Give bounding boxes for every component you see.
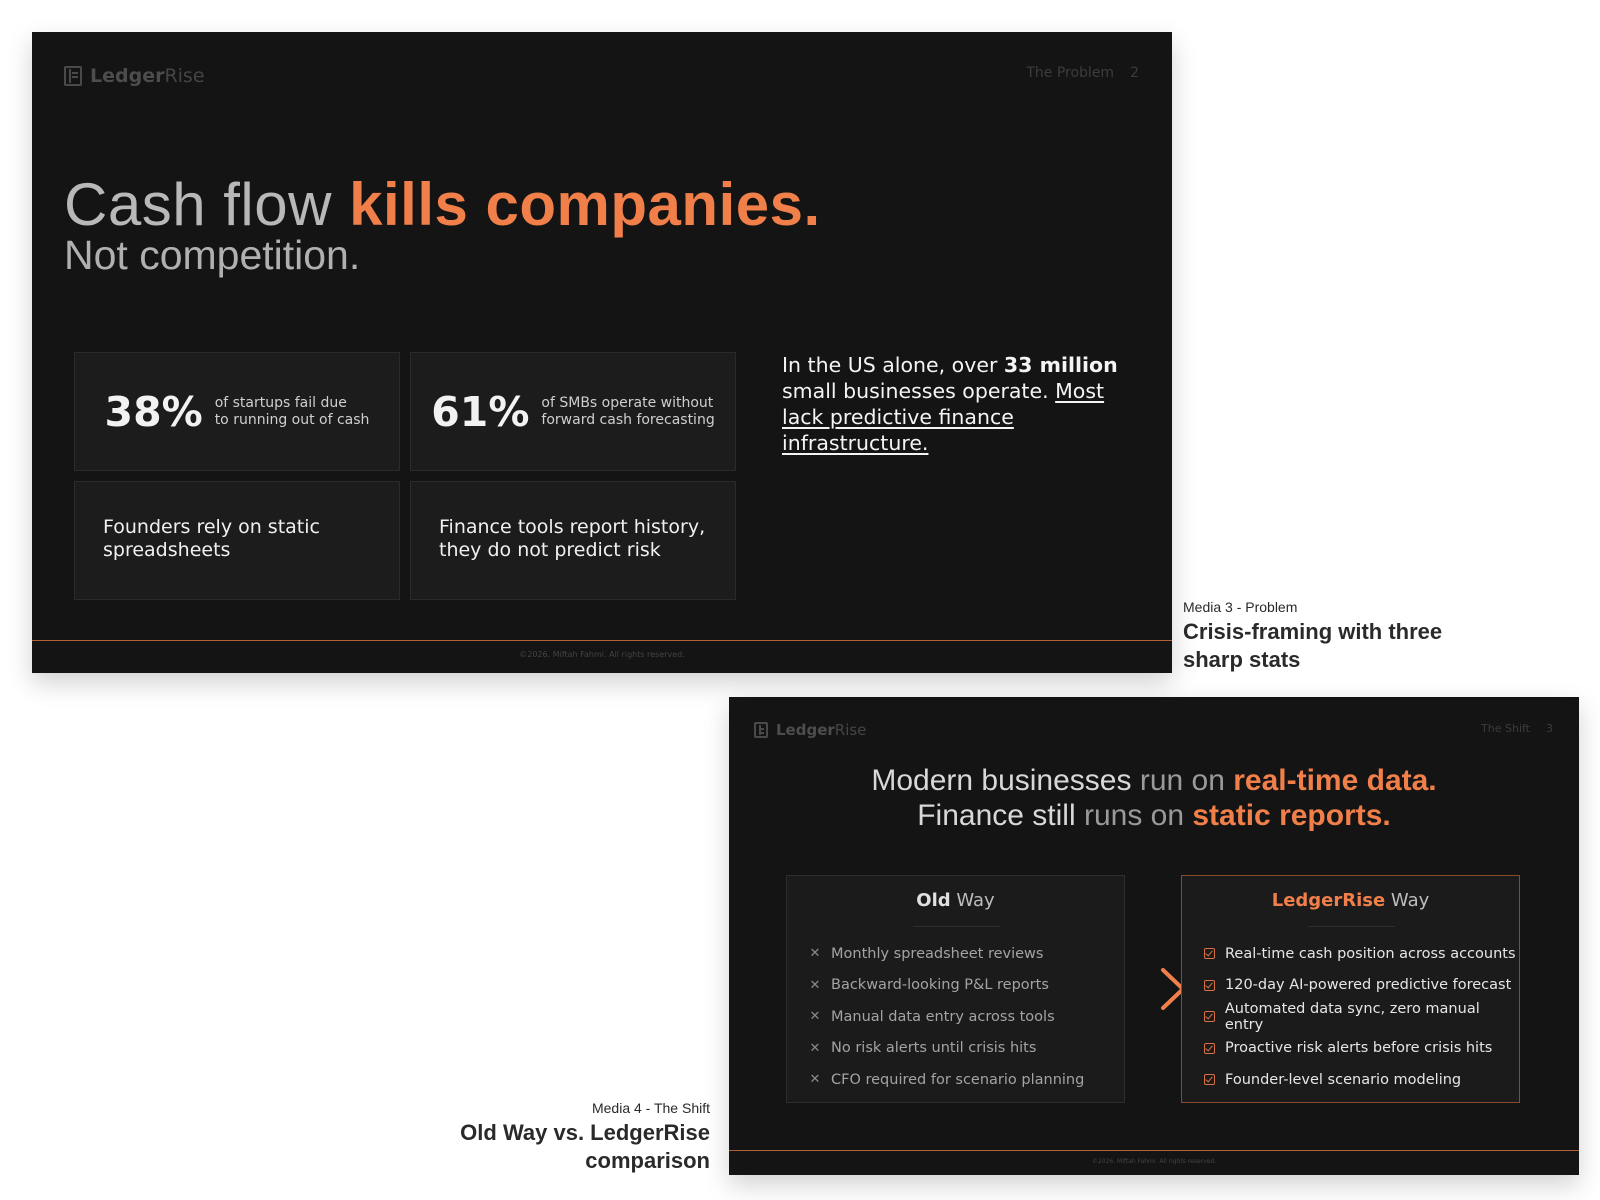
text-card: Founders rely on static spreadsheets (74, 481, 400, 600)
list-item-text: CFO required for scenario planning (831, 1071, 1085, 1088)
headline-line (729, 763, 1579, 798)
stat-label: of SMBs operate without forward cash forecasting (541, 394, 715, 428)
media-caption (1183, 599, 1443, 674)
headline-accent: kills companies. (349, 171, 821, 238)
panel-title (1182, 890, 1519, 911)
list-item-text: Proactive risk alerts before crisis hits (1225, 1040, 1493, 1057)
arrow-right-icon (1125, 967, 1187, 1011)
list-item (809, 1064, 1084, 1096)
panel-title-rest: Way (1385, 890, 1430, 911)
checkbox-check-icon (1204, 980, 1215, 991)
insight-paragraph (782, 352, 1142, 456)
old-way-panel (786, 875, 1125, 1103)
brand-logo (64, 65, 205, 87)
footer-divider (32, 640, 1172, 641)
list-item (1204, 1033, 1519, 1065)
caption-label: Media 4 - The Shift (591, 1100, 710, 1116)
checkbox-check-icon (1204, 1043, 1215, 1054)
stat-card (410, 352, 736, 471)
brand-name-rise: Rise (834, 721, 867, 739)
headline-muted: runs on (1083, 799, 1193, 832)
problem-slide (32, 32, 1172, 673)
list-item-text: Founder-level scenario modeling (1225, 1071, 1462, 1088)
panel-title (787, 890, 1124, 911)
media-caption (450, 1100, 710, 1175)
stat-value: 38% (104, 387, 203, 436)
slide-headline (64, 170, 821, 239)
slide-subhead: Not competition. (64, 232, 361, 278)
list-item-text: Manual data entry across tools (831, 1008, 1055, 1025)
headline-plain: Cash flow (64, 171, 350, 238)
headline-accent: real-time data. (1233, 764, 1437, 797)
footer-copyright: ©2026. Miftah Fahmi. All rights reserved. (1091, 1158, 1217, 1165)
brand-name-ledger: Ledger (776, 721, 835, 739)
headline-accent: static reports. (1192, 799, 1391, 832)
list-item (1204, 970, 1519, 1002)
page-number: 2 (1130, 65, 1139, 81)
section-name: The Shift (1481, 722, 1530, 735)
footer-copyright: ©2026. Miftah Fahmi. All rights reserved. (519, 650, 685, 659)
footer-divider (729, 1150, 1579, 1151)
insight-rest: small businesses operate. (782, 379, 1056, 403)
checkbox-check-icon (1204, 1074, 1215, 1085)
list-item (1204, 938, 1519, 970)
book-icon (64, 66, 82, 86)
section-name: The Problem (1026, 65, 1115, 81)
stat-label: of startups fail due to running out of cash (214, 394, 370, 428)
panel-divider (913, 926, 1000, 927)
list-item (1204, 1064, 1519, 1096)
list-item-text: Automated data sync, zero manual entry (1224, 1000, 1480, 1033)
headline-part: Finance still (917, 799, 1084, 832)
panel-title-rest: Way (950, 890, 995, 911)
stat-card (74, 352, 400, 471)
x-icon: ✕ (809, 1072, 821, 1088)
list-item (809, 1001, 1084, 1033)
caption-title: Old Way vs. LedgerRise comparison (460, 1120, 710, 1173)
x-icon: ✕ (809, 1009, 821, 1025)
panel-divider (1308, 926, 1395, 927)
list-item (809, 970, 1084, 1002)
panel-title-bold: LedgerRise (1271, 890, 1386, 911)
insight-lead: In the US alone, over (782, 353, 1004, 377)
insight-highlight: 33 million (1003, 353, 1118, 377)
headline-muted: run on (1139, 764, 1234, 797)
list-item-text: Backward-looking P&L reports (831, 977, 1049, 994)
old-way-list (809, 938, 1084, 1096)
list-item-text: Monthly spreadsheet reviews (831, 945, 1044, 962)
list-item (809, 938, 1084, 970)
section-tag (1481, 722, 1553, 735)
section-tag (1026, 65, 1139, 81)
list-item (809, 1033, 1084, 1065)
list-item-text: No risk alerts until crisis hits (831, 1040, 1037, 1057)
stat-value: 61% (431, 387, 530, 436)
caption-label: Media 3 - Problem (1183, 599, 1298, 615)
shift-slide (729, 697, 1579, 1175)
x-icon: ✕ (809, 946, 821, 962)
list-item-text: Real-time cash position across accounts (1225, 945, 1516, 962)
checkbox-check-icon (1204, 948, 1215, 959)
book-icon (754, 722, 768, 738)
x-icon: ✕ (809, 1040, 821, 1056)
caption-title: Crisis-framing with three sharp stats (1183, 619, 1443, 672)
ledgerrise-way-list (1204, 938, 1519, 1096)
brand-logo (754, 721, 866, 739)
page-number: 3 (1546, 722, 1553, 735)
headline-line (729, 798, 1579, 833)
checkbox-check-icon (1204, 1011, 1215, 1022)
panel-title-bold: Old (916, 890, 951, 911)
x-icon: ✕ (809, 977, 821, 993)
list-item-text: 120-day AI-powered predictive forecast (1225, 977, 1512, 994)
headline-part: Modern businesses (871, 764, 1140, 797)
insight-underlined: Most lack predictive finance infrastructure. (782, 379, 1105, 455)
text-card: Finance tools report history, they do not predict risk (410, 481, 736, 600)
brand-name-ledger: Ledger (90, 65, 165, 87)
ledgerrise-way-panel (1181, 875, 1520, 1103)
list-item (1204, 1001, 1519, 1033)
brand-name-rise: Rise (164, 65, 205, 87)
